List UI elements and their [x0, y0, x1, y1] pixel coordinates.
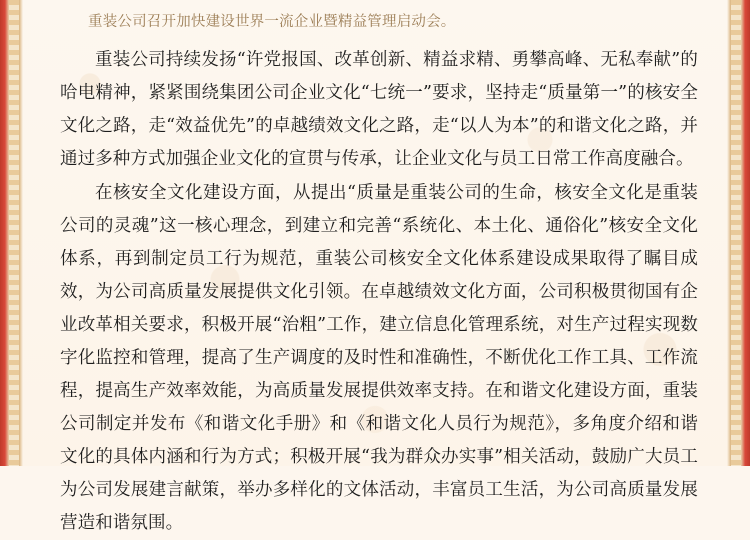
document-content [30, 0, 720, 533]
border-red-band-right [741, 0, 750, 466]
ornamental-border-right [720, 0, 750, 466]
border-red-band-left [0, 0, 9, 466]
body-paragraph-1: 重装公司持续发扬“许党报国、改革创新、精益求精、勇攀高峰、无私奉献”的哈电精神，紧紧围绕集团公司企业文化“七统一”要求，坚持走“质量第一”的核安全文化之路，走“效益优先”的卓越绩效文化之路，走“以人为本”的和谐文化之路，并通过多种方式加强企业文化的宣贯与传承，让企业文化与员工日常工作高度融合。 [60, 49, 698, 169]
border-inner-fade-right [727, 0, 731, 466]
body-paragraph-2: 在核安全文化建设方面，从提出“质量是重装公司的生命，核安全文化是重装公司的灵魂”这一核心理念，到建立和完善“系统化、本土化、通俗化”核安全文化体系，再到制定员工行为规范，重装公司核安全文化体系建设成果取得了瞩目成效，为公司高质量发展提供文化引领。在卓越绩效文化方面，公司积极贯彻国有企业改革相关要求，积极开展“治粗”工作，建立信息化管理系统，对生产过程实现数字化监控和管理，提高了生产调度的及时性和准确性，不断优化工作工具、工作流程，提高生产效率效能，为高质量发展提供效率支持。在和谐文化建设方面，重装公司制定并发布《和谐文化手册》和《和谐文化人员行为规范》，多角度介绍和谐文化的具体内涵和行为方式；积极开展“我为群众办实事”相关活动，鼓励广大员工为公司发展建言献策，举办多样化的文体活动，丰富员工生活，为公司高质量发展营造和谐氛围。 [60, 182, 698, 533]
border-inner-fade-left [19, 0, 23, 466]
border-gold-pattern-left [9, 0, 19, 466]
border-gold-pattern-right [731, 0, 741, 466]
ornamental-border-left [0, 0, 30, 466]
figure-caption: 重装公司召开加快建设世界一流企业暨精益管理启动会。 [88, 14, 456, 30]
